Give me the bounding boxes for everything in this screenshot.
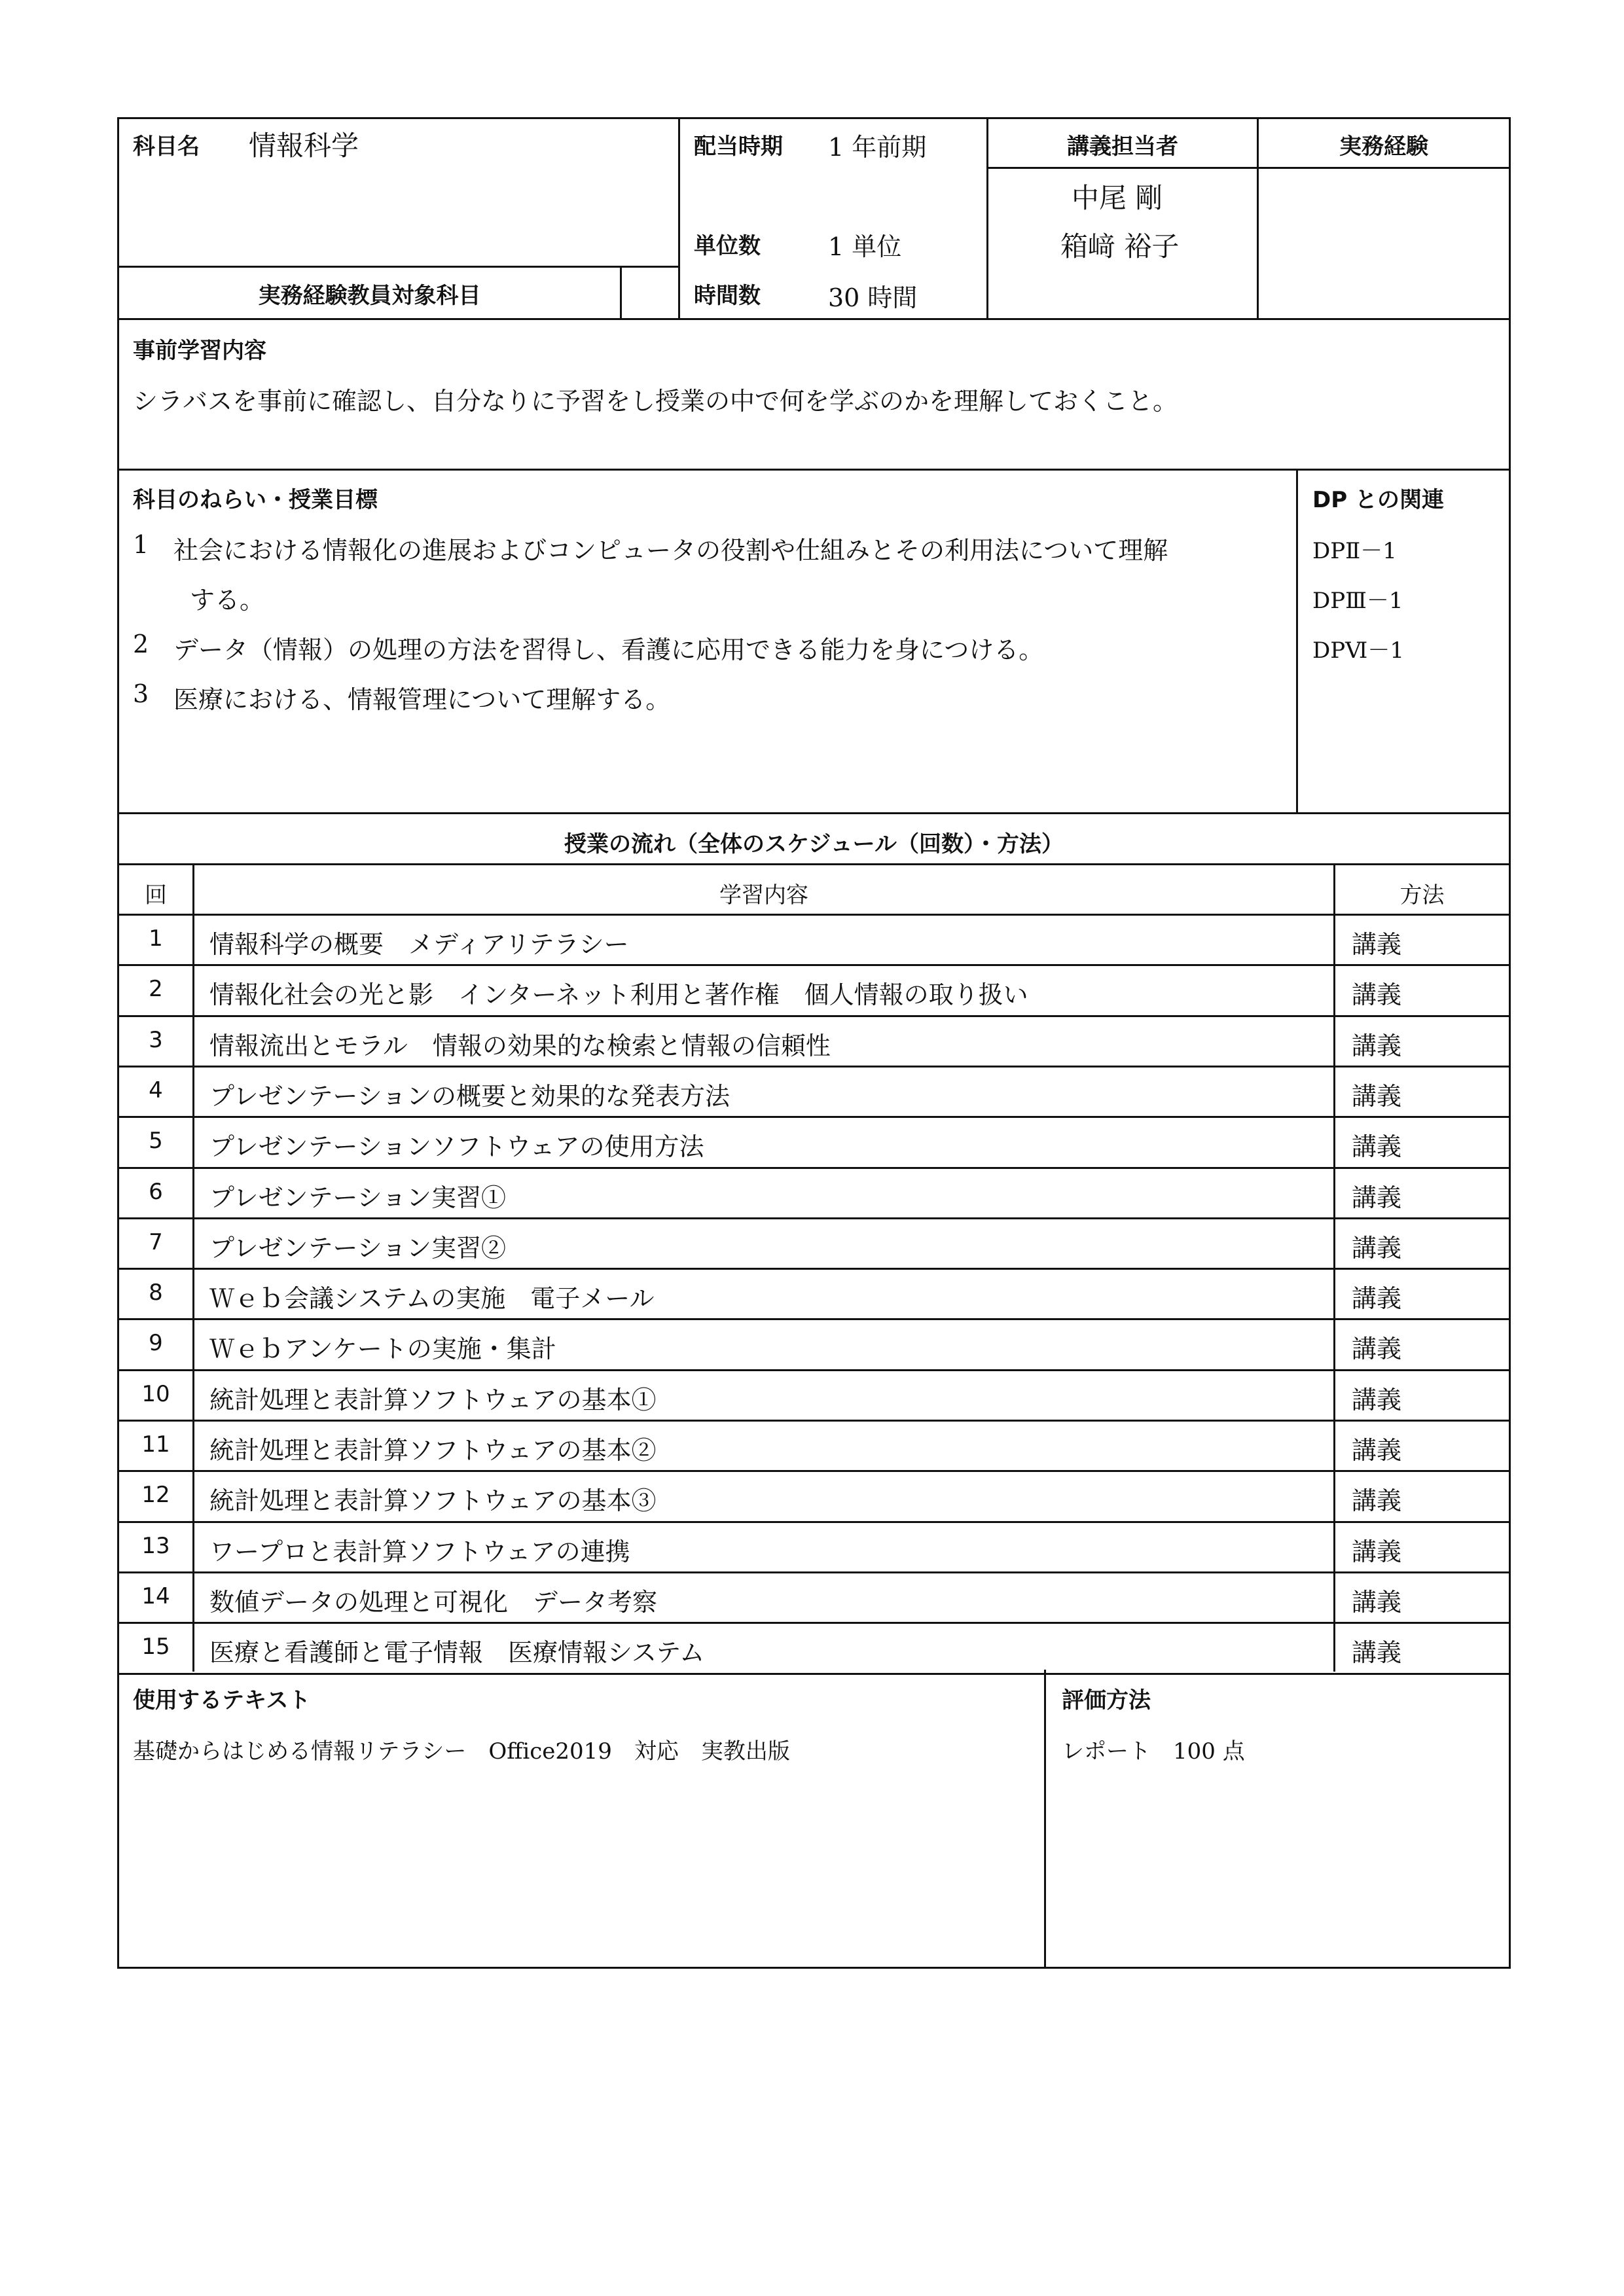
session-number: 5 <box>149 1128 163 1154</box>
session-content: プレゼンテーション実習② <box>209 1234 506 1263</box>
evaluation-text: レポート 100 点 <box>1062 1738 1245 1765</box>
lecturer-name: 箱﨑 裕子 <box>1060 230 1180 262</box>
session-content: 医療と看護師と電子情報 医療情報システム <box>209 1638 705 1667</box>
session-method: 講義 <box>1352 1132 1402 1161</box>
goal-text: 社会における情報化の進展およびコンピュータの役割や仕組みとその利用法について理解 <box>173 536 1168 565</box>
session-number: 15 <box>141 1634 170 1660</box>
lecturer-label: 講義担当者 <box>1067 134 1178 160</box>
divider <box>117 1015 1511 1017</box>
prestudy-label: 事前学習内容 <box>133 338 266 364</box>
period-label: 配当時期 <box>694 134 783 160</box>
divider <box>117 1420 1511 1422</box>
divider <box>117 1116 1511 1118</box>
subject-label: 科目名 <box>133 134 200 160</box>
session-method: 講義 <box>1352 1486 1402 1515</box>
session-content: 数値データの処理と可視化 データ考察 <box>209 1588 658 1617</box>
divider <box>117 1369 1511 1371</box>
session-number: 11 <box>141 1431 170 1458</box>
dp-item: DPⅡ－1 <box>1312 538 1397 564</box>
session-number: 12 <box>141 1482 170 1508</box>
divider <box>1296 469 1298 814</box>
session-content: プレゼンテーション実習① <box>209 1183 506 1212</box>
session-number: 6 <box>149 1179 163 1205</box>
frame-right <box>1509 117 1511 1969</box>
divider <box>117 1521 1511 1523</box>
lecturer-name: 中尾 剛 <box>1072 182 1163 214</box>
divider <box>117 1318 1511 1320</box>
session-number: 10 <box>141 1381 170 1407</box>
divider <box>117 914 1511 916</box>
col-header-num: 回 <box>145 882 167 908</box>
divider <box>117 1622 1511 1624</box>
session-content: Ｗｅｂ会議システムの実施 電子メール <box>209 1284 655 1313</box>
session-number: 4 <box>149 1077 163 1103</box>
session-content: 情報流出とモラル 情報の効果的な検索と情報の信頼性 <box>209 1031 831 1060</box>
divider <box>117 1571 1511 1573</box>
subject-value: 情報科学 <box>249 130 359 162</box>
divider <box>117 1268 1511 1270</box>
credits-value: 1 単位 <box>828 232 902 261</box>
session-method: 講義 <box>1352 980 1402 1009</box>
evaluation-label: 評価方法 <box>1062 1687 1151 1713</box>
session-number: 3 <box>149 1027 163 1053</box>
dp-item: DPⅥ－1 <box>1312 637 1404 664</box>
session-method: 講義 <box>1352 1386 1402 1414</box>
session-number: 13 <box>141 1533 170 1559</box>
schedule-title: 授業の流れ（全体のスケジュール（回数）・方法） <box>564 831 1064 857</box>
dp-item: DPⅢ－1 <box>1312 588 1403 614</box>
session-content: ワープロと表計算ソフトウェアの連携 <box>209 1537 630 1566</box>
session-content: 情報化社会の光と影 インターネット利用と著作権 個人情報の取り扱い <box>209 980 1028 1009</box>
session-number: 1 <box>149 925 163 952</box>
divider <box>678 117 680 320</box>
divider <box>620 266 622 320</box>
divider <box>117 1673 1511 1675</box>
divider <box>117 863 1511 865</box>
period-value: 1 年前期 <box>828 133 927 162</box>
session-method: 講義 <box>1352 1537 1402 1566</box>
goal-number: 1 <box>133 530 149 559</box>
session-content: 統計処理と表計算ソフトウェアの基本② <box>209 1436 657 1465</box>
practical-label: 実務経験 <box>1339 134 1428 160</box>
session-number: 14 <box>141 1583 170 1609</box>
session-method: 講義 <box>1352 1335 1402 1363</box>
divider <box>117 266 680 268</box>
session-content: 統計処理と表計算ソフトウェアの基本① <box>209 1386 657 1414</box>
session-content: Ｗｅｂアンケートの実施・集計 <box>209 1335 556 1363</box>
col-header-content: 学習内容 <box>719 882 808 908</box>
hours-value: 30 時間 <box>828 283 918 312</box>
practical-target-label: 実務経験教員対象科目 <box>258 283 481 309</box>
goal-number: 2 <box>133 630 149 658</box>
session-method: 講義 <box>1352 1031 1402 1060</box>
divider <box>986 167 1511 169</box>
credits-label: 単位数 <box>694 233 761 259</box>
session-method: 講義 <box>1352 1284 1402 1313</box>
prestudy-text: シラバスを事前に確認し、自分なりに予習をし授業の中で何を学ぶのかを理解しておくこと。 <box>133 387 1178 416</box>
session-content: 情報科学の概要 メディアリテラシー <box>209 930 629 959</box>
goals-label: 科目のねらい・授業目標 <box>133 487 378 513</box>
session-content: 統計処理と表計算ソフトウェアの基本③ <box>209 1486 657 1515</box>
divider <box>117 1167 1511 1169</box>
session-number: 9 <box>149 1330 163 1356</box>
session-method: 講義 <box>1352 1234 1402 1263</box>
session-number: 2 <box>149 976 163 1002</box>
frame-bottom <box>117 1967 1511 1969</box>
divider <box>117 318 1511 320</box>
divider <box>1044 1670 1046 1969</box>
divider <box>117 964 1511 966</box>
goal-text: する。 <box>190 586 265 615</box>
session-number: 8 <box>149 1280 163 1306</box>
session-method: 講義 <box>1352 1436 1402 1465</box>
dp-label: DP との関連 <box>1312 487 1444 513</box>
col-header-method: 方法 <box>1399 882 1445 908</box>
divider <box>117 1470 1511 1472</box>
divider <box>117 469 1511 471</box>
goal-text: データ（情報）の処理の方法を習得し、看護に応用できる能力を身につける。 <box>173 636 1044 664</box>
session-method: 講義 <box>1352 1588 1402 1617</box>
session-method: 講義 <box>1352 1183 1402 1212</box>
hours-label: 時間数 <box>694 283 761 309</box>
session-content: プレゼンテーションの概要と効果的な発表方法 <box>209 1082 730 1111</box>
session-content: プレゼンテーションソフトウェアの使用方法 <box>209 1132 704 1161</box>
textbook-text: 基礎からはじめる情報リテラシー Office2019 対応 実教出版 <box>133 1738 790 1765</box>
session-method: 講義 <box>1352 1638 1402 1667</box>
divider <box>117 812 1511 814</box>
goal-text: 医療における、情報管理について理解する。 <box>173 685 671 714</box>
goal-number: 3 <box>133 679 149 708</box>
divider <box>117 1066 1511 1067</box>
divider <box>117 1217 1511 1219</box>
session-method: 講義 <box>1352 1082 1402 1111</box>
textbook-label: 使用するテキスト <box>133 1687 311 1713</box>
session-number: 7 <box>149 1229 163 1255</box>
session-method: 講義 <box>1352 930 1402 959</box>
frame-top <box>117 117 1511 119</box>
